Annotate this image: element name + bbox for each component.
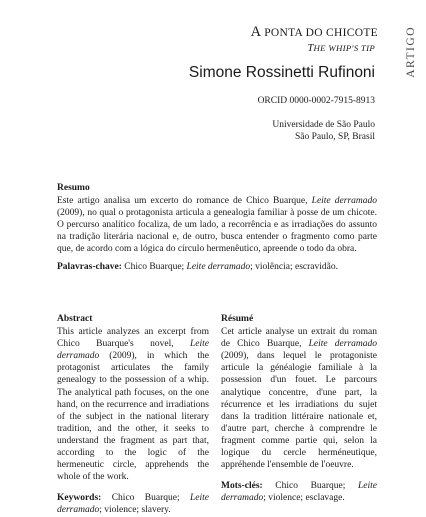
resume-fr-novel-title: Leite derramado	[308, 339, 377, 350]
author-name: Simone Rossinetti Rufinoni	[188, 64, 375, 81]
resume-fr-kw-novel: Leite derramado	[221, 481, 377, 504]
resume-fr-text-part-1: Cet article analyse un extrait du roman de Chico Buarque,	[221, 327, 377, 350]
resumo-keywords	[57, 261, 377, 273]
resumo-text-part-1: Este artigo analisa um excerto do romance de Chico Buarque,	[57, 196, 312, 207]
affiliation-university: Universidade de São Paulo	[272, 120, 375, 130]
resume-fr-kw-part-2: ; violence; esclavage.	[263, 493, 345, 504]
resumo-text	[57, 195, 377, 255]
affiliation-location: São Paulo, SP, Brasil	[295, 132, 375, 142]
abstract-keywords	[57, 492, 209, 516]
abstract-kw-part-2: ; violence; slavery.	[99, 505, 171, 516]
resume-fr-keywords-label: Mots-clés:	[221, 481, 263, 492]
resumo-kw-part-1: Chico Buarque;	[121, 261, 187, 272]
article-subtitle	[200, 42, 375, 54]
abstract-novel-title: Leite derramado	[57, 339, 209, 362]
resume-fr-kw-part-1: Chico Buarque;	[262, 481, 358, 492]
resume-fr-keywords	[221, 480, 377, 504]
resumo-novel-title: Leite derramado	[311, 196, 377, 207]
abstract-text-part-1: This article analyzes an excerpt from Chico Buarque's novel,	[57, 327, 209, 350]
article-type-tag: ARTIGO	[405, 26, 417, 78]
resumo-kw-novel: Leite derramado	[186, 261, 251, 272]
abstract-heading: Abstract	[57, 314, 93, 324]
resumo-kw-part-2: ; violência; escravidão.	[250, 261, 338, 272]
subtitle-first-letter: T	[307, 42, 314, 54]
resumo-heading: Resumo	[57, 183, 90, 193]
resumo-keywords-label: Palavras-chave:	[57, 261, 122, 272]
abstract-text	[57, 326, 209, 483]
resumo-section	[57, 182, 377, 273]
abstract-text-part-2: (2009), in which the protagonist articulates the family genealogy to the possession of a whip. The analytical path focuses, on the one hand, on the recurrence and irradiations of the subject in the national literary tradition, and the other, it seeks to understand the fragment as part that, according to the logic of the hermeneutic circle, apprehends the whole of the work.	[57, 351, 209, 483]
title-rest: PONTA DO CHICOTE	[261, 27, 378, 39]
abstract-section	[57, 313, 209, 517]
orcid-id: ORCID 0000-0002-7915-8913	[257, 96, 375, 106]
article-title	[200, 24, 378, 42]
resume-fr-text	[221, 326, 377, 471]
subtitle-rest: HE WHIP'S TIP	[313, 43, 375, 53]
affiliation	[200, 119, 375, 143]
abstract-kw-novel: Leite derramado	[57, 493, 209, 516]
resume-fr-text-part-2: (2009), dans lequel le protagoniste articule la généalogie familiale à la possession d'un fouet. Le parcours analytique concentre, d'une part, la récurrence et les irradiations du sujet dans la tradition littéraire nationale et, d'autre part, cherche à comprendre le fragment comme partie qui, selon la logique du cercle herméneutique, appréhende l'ensemble de l'oeuvre.	[221, 351, 377, 471]
abstract-keywords-label: Keywords:	[57, 493, 102, 504]
title-first-letter: A	[250, 24, 262, 40]
resumo-text-part-2: (2009), no qual o protagonista articula a genealogia familiar à posse de um chicote. O percurso analítico focaliza, de um lado, a recorrência e as irradiações do assunto na tradição literária nacional e, de outro, busca entender o fragmento como parte que, de acordo com a lógica do círculo hermenêutico, apreende o todo da obra.	[57, 208, 377, 255]
abstract-kw-part-1: Chico Buarque;	[101, 493, 190, 504]
resume-fr-heading: Résumé	[221, 314, 254, 324]
resume-fr-section	[221, 313, 377, 504]
